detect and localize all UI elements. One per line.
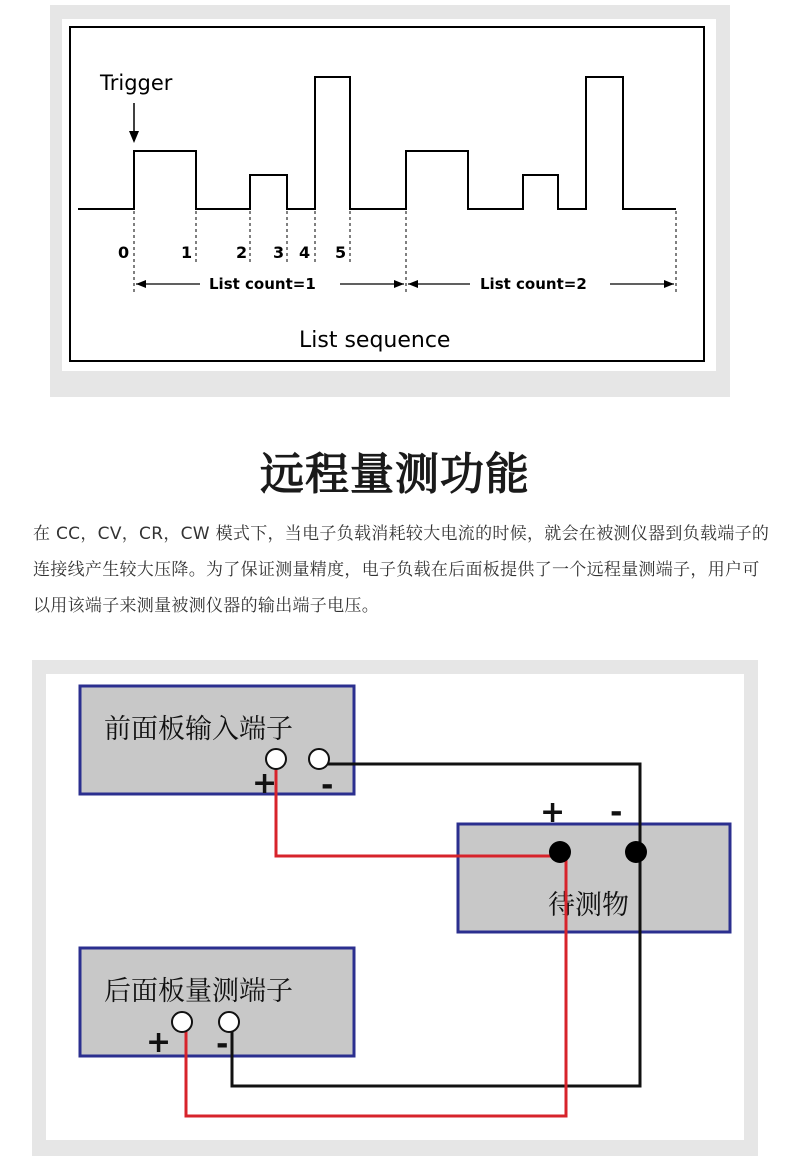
dut-plus-mark: + [540, 795, 566, 830]
list-waveform [78, 77, 676, 209]
step-label-2: 2 [236, 243, 248, 262]
arrowhead [408, 280, 418, 288]
trigger-label: Trigger [100, 71, 173, 95]
front-minus-mark: - [321, 768, 334, 803]
dut-plus-terminal [549, 841, 571, 863]
step-labels [118, 243, 346, 262]
step-label-5: 5 [335, 243, 347, 262]
list-sequence-caption: List sequence [299, 328, 451, 353]
rear-minus-mark: - [216, 1027, 229, 1062]
rear-plus-terminal [172, 1012, 192, 1032]
rear-plus-mark: + [146, 1025, 172, 1060]
dut-minus-mark: - [610, 795, 623, 830]
wiring-panel [32, 660, 758, 1156]
step-label-0: 0 [118, 243, 130, 262]
list-sequence-diagram [50, 5, 730, 397]
front-plus-mark: + [252, 766, 278, 801]
arrowhead [136, 280, 146, 288]
list-count-2-label: List count=2 [480, 275, 587, 293]
step-label-4: 4 [299, 243, 311, 262]
section-description: 在 CC，CV，CR，CW 模式下，当电子负载消耗较大电流的时候，就会在被测仪器到负载端子的连接线产生较大压降。为了保证测量精度，电子负载在后面板提供了一个远程量测端子，用户可以用该端子来测量被测仪器的输出端子电压。 [33, 524, 770, 616]
list-sequence-panel [50, 5, 730, 397]
list-count-1-label: List count=1 [209, 275, 316, 293]
wiring-diagram [32, 660, 758, 1156]
rear-panel-label: 后面板量测端子 [104, 976, 293, 1007]
arrowhead [394, 280, 404, 288]
front-panel-label: 前面板输入端子 [104, 714, 293, 745]
step-label-3: 3 [273, 243, 285, 262]
trigger-arrowhead [129, 131, 139, 143]
section-title: 远程量测功能 [260, 449, 530, 500]
step-label-1: 1 [181, 243, 193, 262]
arrowhead [664, 280, 674, 288]
dut-label: 待测物 [548, 890, 629, 921]
dut-minus-terminal [625, 841, 647, 863]
front-minus-terminal [309, 749, 329, 769]
